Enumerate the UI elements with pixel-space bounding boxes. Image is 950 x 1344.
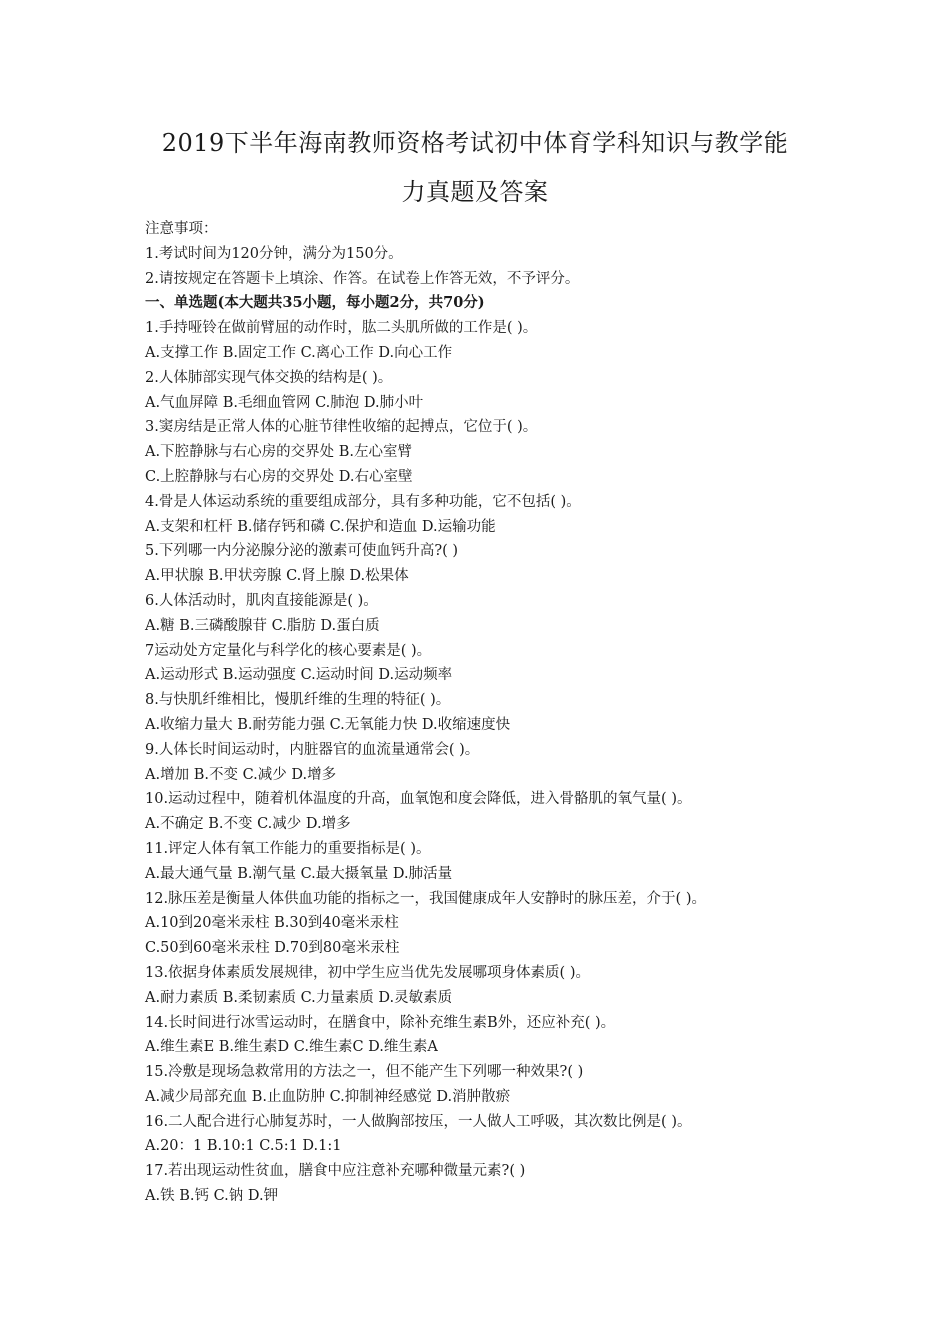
question-13: 13.依据身体素质发展规律，初中学生应当优先发展哪项身体素质( )。 (145, 964, 590, 981)
question-2: 2.人体肺部实现气体交换的结构是( )。 (145, 369, 393, 386)
question-16: 16.二人配合进行心肺复苏时，一人做胸部按压，一人做人工呼吸，其次数比例是( )。 (145, 1113, 692, 1130)
question-4-options: A.支架和杠杆 B.储存钙和磷 C.保护和造血 D.运输功能 (145, 518, 496, 535)
question-15: 15.冷敷是现场急救常用的方法之一，但不能产生下列哪一种效果?( ) (145, 1064, 584, 1081)
section-heading: 一、单选题(本大题共35小题，每小题2分，共70分) (145, 294, 485, 312)
question-6-options: A.糖 B.三磷酸腺苷 C.脂肪 D.蛋白质 (145, 617, 380, 634)
question-3: 3.窦房结是正常人体的心脏节律性收缩的起搏点，它位于( )。 (145, 419, 538, 436)
question-3-options-cd: C.上腔静脉与右心房的交界处 D.右心室壁 (145, 468, 413, 485)
question-17-options: A.铁 B.钙 C.钠 D.钾 (145, 1188, 279, 1205)
question-3-options-ab: A.下腔静脉与右心房的交界处 B.左心室臂 (145, 444, 412, 461)
question-12-options-cd: C.50到60毫米汞柱 D.70到80毫米汞柱 (145, 940, 400, 957)
question-2-options: A.气血屏障 B.毛细血管网 C.肺泡 D.肺小叶 (145, 394, 424, 411)
document-title-line-1: 2019下半年海南教师资格考试初中体育学科知识与教学能 (161, 129, 789, 157)
question-12-options-ab: A.10到20毫米汞柱 B.30到40毫米汞柱 (145, 915, 399, 932)
question-4: 4.骨是人体运动系统的重要组成部分，具有多种功能，它不包括( )。 (145, 493, 581, 510)
note-item: 1.考试时间为120分钟，满分为150分。 (145, 245, 403, 262)
question-1-options: A.支撑工作 B.固定工作 C.离心工作 D.向心工作 (145, 344, 453, 361)
notes-heading: 注意事项： (145, 221, 218, 237)
question-16-options: A.20：1 B.10:1 C.5:1 D.1:1 (145, 1138, 342, 1155)
question-6: 6.人体活动时，肌肉直接能源是( )。 (145, 592, 378, 609)
question-9-options: A.增加 B.不变 C.减少 D.增多 (145, 766, 337, 783)
question-5-options: A.甲状腺 B.甲状旁腺 C.肾上腺 D.松果体 (145, 568, 409, 585)
question-1: 1.手持哑铃在做前臂屈的动作时，肱二头肌所做的工作是( )。 (145, 320, 538, 337)
question-10: 10.运动过程中，随着机体温度的升高，血氧饱和度会降低，进入骨骼肌的氧气量( )。 (145, 791, 692, 808)
question-17: 17.若出现运动性贫血，膳食中应注意补充哪种微量元素?( ) (145, 1163, 526, 1180)
question-11: 11.评定人体有氧工作能力的重要指标是( )。 (145, 840, 431, 857)
question-9: 9.人体长时间运动时，内脏器官的血流量通常会( )。 (145, 741, 480, 758)
question-8-options: A.收缩力量大 B.耐劳能力强 C.无氧能力快 D.收缩速度快 (145, 716, 511, 733)
document-body (145, 217, 845, 1209)
document-title-line-2: 力真题及答案 (401, 178, 549, 206)
note-item: 2.请按规定在答题卡上填涂、作答。在试卷上作答无效，不予评分。 (145, 270, 580, 287)
question-14: 14.长时间进行冰雪运动时，在膳食中，除补充维生素B外，还应补充( )。 (145, 1014, 616, 1031)
question-5: 5.下列哪一内分泌腺分泌的激素可使血钙升高?( ) (145, 543, 459, 560)
question-13-options: A.耐力素质 B.柔韧素质 C.力量素质 D.灵敏素质 (145, 989, 453, 1006)
question-12: 12.脉压差是衡量人体供血功能的指标之一，我国健康成年人安静时的脉压差，介于( )。 (145, 890, 706, 907)
question-7-options: A.运动形式 B.运动强度 C.运动时间 D.运动频率 (145, 667, 453, 684)
question-10-options: A.不确定 B.不变 C.减少 D.增多 (145, 816, 351, 833)
question-14-options: A.维生素E B.维生素D C.维生素C D.维生素A (145, 1039, 438, 1056)
question-15-options: A.减少局部充血 B.止血防肿 C.抑制神经感觉 D.消肿散瘀 (145, 1088, 511, 1105)
question-11-options: A.最大通气量 B.潮气量 C.最大摄氧量 D.肺活量 (145, 865, 453, 882)
question-8: 8.与快肌纤维相比，慢肌纤维的生理的特征( )。 (145, 692, 451, 709)
question-7: 7运动处方定量化与科学化的核心要素是( )。 (145, 642, 432, 659)
